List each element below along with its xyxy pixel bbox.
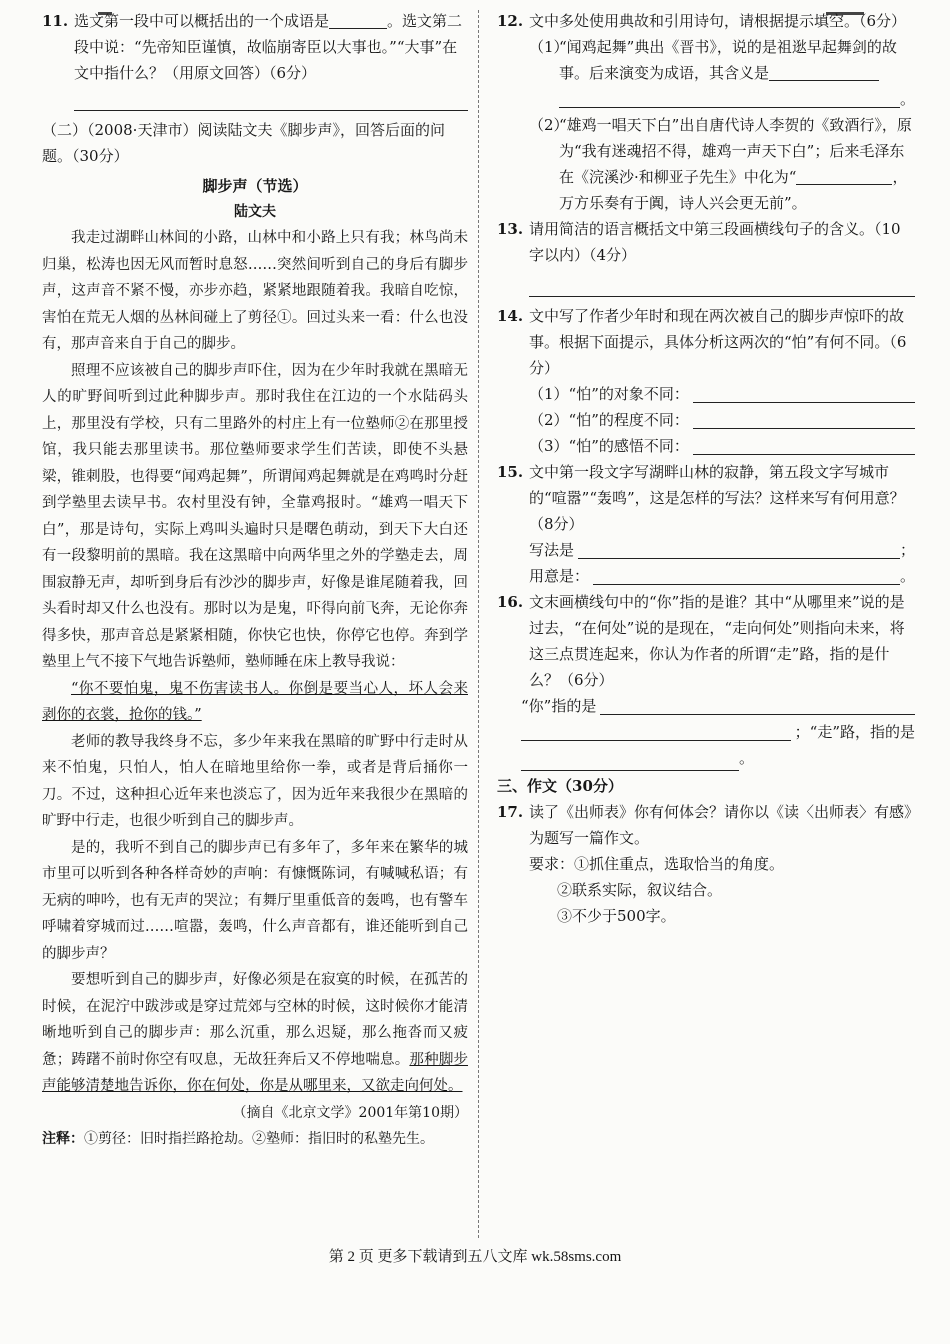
requirement-item: ③不少于500字。 xyxy=(557,907,676,925)
page-footer: 第 2 页 更多下载请到五八文库 wk.58sms.com xyxy=(328,1249,622,1265)
sub-question-2 xyxy=(529,112,915,216)
answer-line[interactable] xyxy=(693,410,915,429)
answer-line[interactable] xyxy=(559,89,900,108)
question-text: 请用简洁的语言概括文中第三段画横线句子的含义。（10字以内）（4分） xyxy=(529,220,901,264)
sub-number: （2） xyxy=(529,116,569,134)
intent-row: 用意是： 。 xyxy=(529,563,915,589)
you-row xyxy=(521,693,915,719)
paragraph-6 xyxy=(42,967,468,1100)
article-source: （摘自《北京文学》2001年第10期） xyxy=(232,1104,468,1121)
method-row: 写法是 ； xyxy=(529,537,915,563)
footnote-label: 注释： xyxy=(42,1130,84,1147)
walk-row xyxy=(521,719,915,745)
walk-answer-row: 。 xyxy=(521,745,915,771)
section-heading: 三、作文（30分） xyxy=(497,777,623,795)
answer-line[interactable] xyxy=(521,754,739,771)
requirement-row xyxy=(497,851,915,877)
paragraph-6-underlined: 那种脚步声能够清楚地告诉你，你在何处，你是从哪里来，又欲走向何处。 xyxy=(42,1051,469,1094)
sub-question-1 xyxy=(529,34,915,112)
question-text: 。选文第二段中说：“先帝知臣谨慎，故临崩寄臣以大事也。”“大事”在文中指什么？（用原文回答）（6分） xyxy=(74,12,463,82)
answer-blank[interactable] xyxy=(769,64,879,81)
paragraph-6-text: 要想听到自己的脚步声，好像必须是在寂寞的时候，在孤苦的时候，在泥泞中跋涉或是穿过荒郊与空林的时候，这时候你才能清晰地听到自己的脚步声：那么沉重，那么迟疑，那么拖沓而又疲惫；踌躇不前时你空有叹息，无故狂奔后又不停地喘息。 xyxy=(42,972,468,1068)
answer-line-row: 。 xyxy=(559,86,915,112)
left-column xyxy=(42,8,468,1152)
question-number: 11. xyxy=(42,12,69,30)
section-heading: （二）（2008·天津市）阅读陆文夫《脚步声》，回答后面的问题。（30分） xyxy=(42,121,445,165)
answer-line[interactable] xyxy=(693,384,915,403)
answer-row-1 xyxy=(529,381,915,407)
paragraph-3-underlined: “你不要怕鬼，鬼不伤害读书人。你倒是要当心人，坏人会来剥你的衣裳，抢你的钱。” xyxy=(42,680,468,723)
sub-number: （1） xyxy=(529,38,569,56)
requirement-label: 要求： xyxy=(529,855,575,873)
question-number: 14. xyxy=(497,307,524,325)
question-11 xyxy=(42,8,468,111)
footnote-text: ①剪径：旧时指拦路抢劫。②塾师：指旧时的私塾先生。 xyxy=(84,1130,434,1147)
answer-blank[interactable] xyxy=(329,12,387,29)
question-14 xyxy=(497,303,915,459)
paragraph-1: 我走过湖畔山林间的小路，山林中和小路上只有我；林鸟尚未归巢，松涛也因无风而暂时息怒……突然间听到自己的身后有脚步声，这声音不紧不慢，亦步亦趋，紧紧地跟随着我。我暗自吃惊，害怕在荒无人烟的丛林间碰上了剪径①。回过头来一看：什么也没有，那声音来自于自己的脚步。 xyxy=(42,230,468,352)
answer-line[interactable] xyxy=(521,722,791,741)
answer-line[interactable] xyxy=(600,696,915,715)
answer-row-2 xyxy=(529,407,915,433)
footnotes xyxy=(42,1126,468,1152)
question-16 xyxy=(497,589,915,771)
question-15 xyxy=(497,459,915,589)
walk-label: ；“走”路，指的是 xyxy=(794,723,915,741)
paragraph-4: 老师的教导我终身不忘，多少年来我在黑暗的旷野中行走时从来不怕鬼，只怕人，怕人在暗地里给你一拳，或者是背后捅你一刀。不过，这种担心近年来也淡忘了，因为近年来我很少在黑暗的旷野中行走，也很少听到自己的脚步声。 xyxy=(42,733,468,829)
question-13 xyxy=(497,216,915,297)
sub-text: ，万方乐奏有于阗，诗人兴会更无前”。 xyxy=(559,168,908,212)
answer-line[interactable] xyxy=(74,90,468,111)
question-number: 15. xyxy=(497,463,524,481)
question-text: 文末画横线句中的“你”指的是谁？其中“从哪里来”说的是过去，“在何处”说的是现在，“走向何处”则指向未来，将这三点贯连起来，你认为作者的所谓“走”路，指的是什么？（6分） xyxy=(529,593,905,689)
question-text: 文中第一段文字写湖畔山林的寂静，第五段文字写城市的“喧嚣”“轰鸣”，这是怎样的写法？这样来写有何用意？（8分） xyxy=(529,463,905,533)
sub-text: “闻鸡起舞”典出《晋书》，说的是祖逖早起舞剑的故事。后来演变为成语，其含义是 xyxy=(559,38,897,82)
column-divider xyxy=(478,10,479,1238)
you-label: “你”指的是 xyxy=(521,697,597,715)
answer-line[interactable] xyxy=(593,566,900,585)
question-17 xyxy=(497,799,915,851)
answer-label: （1）“怕”的对象不同： xyxy=(529,385,689,403)
paragraph-2: 照理不应该被自己的脚步声吓住，因为在少年时我就在黑暗无人的旷野间听到过此种脚步声。那时我住在江边的一个水陆码头上，那里没有学校，只有二里路外的村庄上有一位塾师②在那里授馆，我只能去那里读书。那位塾师要求学生们苦读，即使不头悬梁，锥刺股，也得要“闻鸡起舞”，所谓闻鸡起舞就是在鸡鸣时分赶到学塾里去读早书。农村里没有钟，全靠鸡报时。“雄鸡一唱天下白”，那是诗句，实际上鸡叫头遍时只是曙色萌动，到天下大白还有一段黎明前的黑暗。我在这黑暗中向两华里之外的学塾走去，周围寂静无声，却听到身后有沙沙的脚步声，好像是谁尾随着我，回头看时却又什么也没有。那时以为是鬼，吓得向前飞奔，无论你奔得多快，那声音总是紧紧相随，你快它也快，你停它也停。奔到学塾里上气不接下气地告诉塾师，塾师睡在床上教导我说： xyxy=(42,362,468,670)
question-text: 选文第一段中可以概括出的一个成语是 xyxy=(74,12,330,30)
answer-line[interactable] xyxy=(693,436,915,455)
answer-row-3 xyxy=(529,433,915,459)
requirement-item: ①抓住重点，选取恰当的角度。 xyxy=(574,855,785,873)
question-number: 17. xyxy=(497,803,524,821)
question-text: 读了《出师表》你有何体会？请你以《读〈出师表〉有感》为题写一篇作文。 xyxy=(529,803,912,847)
question-number: 12. xyxy=(497,12,524,30)
sub-text: “雄鸡一唱天下白”出自唐代诗人李贺的《致酒行》，原为“我有迷魂招不得，雄鸡一声天下白”；后来毛泽东在《浣溪沙·和柳亚子先生》中化为“ xyxy=(559,116,912,186)
intent-label: 用意是： xyxy=(529,567,590,585)
answer-line[interactable] xyxy=(529,276,915,297)
paragraph-5: 是的，我听不到自己的脚步声已有多年了，多年来在繁华的城市里可以听到各种各样奇妙的声响：有慷慨陈词，有喊喊私语；有无病的呻吟，也有无声的哭泣；有舞厅里重低音的轰鸣，也有警车呼啸着穿城而过……喧嚣，轰鸣，什么声音都有，谁还能听到自己的脚步声？ xyxy=(42,839,468,962)
question-number: 13. xyxy=(497,220,524,238)
requirement-item: ②联系实际，叙议结合。 xyxy=(557,881,723,899)
article-author: 陆文夫 xyxy=(234,204,276,220)
answer-line[interactable] xyxy=(578,540,900,559)
method-label: 写法是 xyxy=(529,541,575,559)
question-text: 文中多处使用典故和引用诗句，请根据提示填空。（6分） xyxy=(529,12,907,30)
answer-label: （2）“怕”的程度不同： xyxy=(529,411,689,429)
article-title: 脚步声（节选） xyxy=(202,177,308,195)
right-column xyxy=(497,8,915,929)
question-number: 16. xyxy=(497,593,524,611)
answer-label: （3）“怕”的感悟不同： xyxy=(529,437,689,455)
question-12 xyxy=(497,8,915,216)
question-text: 文中写了作者少年时和现在两次被自己的脚步声惊吓的故事。根据下面提示，具体分析这两次的“怕”有何不同。（6分） xyxy=(529,307,907,377)
answer-blank[interactable] xyxy=(796,168,892,185)
